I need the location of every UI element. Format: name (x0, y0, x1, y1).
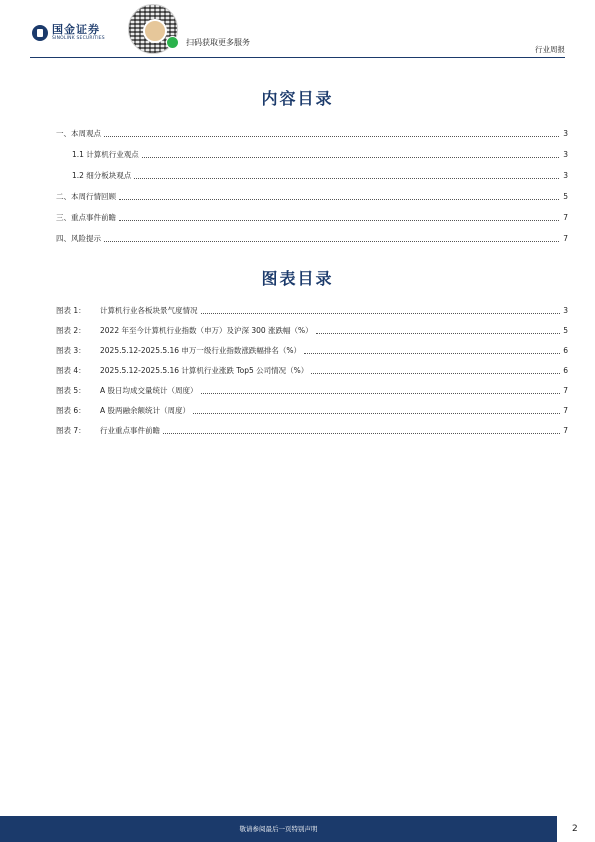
figure-number: 图表 1： (56, 306, 86, 315)
figure-item[interactable] (56, 376, 568, 396)
figure-index-title: 图表目录 (261, 269, 334, 288)
figure-label: 行业重点事件前瞻 (100, 426, 160, 435)
toc-title: 内容目录 (261, 89, 334, 108)
toc-item-page: 3 (563, 150, 568, 159)
toc-item[interactable] (56, 118, 568, 139)
dot-leader (311, 372, 560, 374)
figure-index-list (56, 296, 568, 436)
header-divider (30, 57, 565, 58)
toc-item-label: 1.2 细分板块观点 (72, 171, 132, 180)
figure-number: 图表 5： (56, 386, 86, 395)
figure-item[interactable] (56, 356, 568, 376)
dot-leader (304, 352, 560, 354)
dot-leader (201, 312, 561, 314)
figure-page: 5 (563, 326, 568, 335)
toc-item[interactable] (56, 181, 568, 202)
figure-number: 图表 4： (56, 366, 86, 375)
page-footer (0, 816, 557, 842)
dot-leader (104, 240, 559, 242)
footer-disclaimer: 敬请参阅最后一页特别声明 (239, 825, 318, 833)
figure-number: 图表 7： (56, 426, 86, 435)
page-number: 2 (572, 824, 578, 834)
dot-leader (104, 135, 559, 137)
figure-item[interactable] (56, 316, 568, 336)
toc-item[interactable] (56, 160, 568, 181)
toc-item-page: 3 (563, 171, 568, 180)
dot-leader (142, 156, 559, 158)
toc-item-label: 1.1 计算机行业观点 (72, 150, 139, 159)
toc-item[interactable] (56, 223, 568, 244)
figure-label: A 股日均成交量统计（周度） (100, 386, 198, 395)
figure-page: 3 (563, 306, 568, 315)
figure-number: 图表 6： (56, 406, 86, 415)
document-type: 行业周报 (535, 45, 565, 54)
toc-item-label: 二、本周行情回顾 (56, 192, 116, 201)
toc-item-page: 7 (563, 234, 568, 243)
toc-list (56, 118, 568, 244)
dot-leader (201, 392, 561, 394)
figure-item[interactable] (56, 296, 568, 316)
figure-label: 2022 年至今计算机行业指数（申万）及沪深 300 涨跌幅（%） (100, 326, 313, 335)
figure-number: 图表 2： (56, 326, 86, 335)
wechat-badge-icon (166, 36, 179, 49)
toc-item-label: 三、重点事件前瞻 (56, 213, 116, 222)
dot-leader (119, 219, 559, 221)
figure-page: 6 (563, 366, 568, 375)
qr-caption: 扫码获取更多服务 (186, 38, 250, 47)
dot-leader (119, 198, 559, 200)
company-logo (32, 24, 105, 42)
logo-name-en: SINOLINK SECURITIES (52, 36, 105, 41)
figure-label: A 股两融余额统计（周度） (100, 406, 191, 415)
toc-item[interactable] (56, 139, 568, 160)
page-header (0, 0, 595, 62)
figure-number: 图表 3： (56, 346, 86, 355)
figure-page: 6 (563, 346, 568, 355)
figure-label: 2025.5.12-2025.5.16 申万一级行业指数涨跌幅排名（%） (100, 346, 302, 355)
qr-center-logo-icon (143, 19, 167, 43)
toc-item-page: 3 (563, 129, 568, 138)
dot-leader (134, 177, 559, 179)
toc-item-page: 5 (563, 192, 568, 201)
figure-item[interactable] (56, 336, 568, 356)
figure-label: 2025.5.12-2025.5.16 计算机行业涨跌 Top5 公司情况（%） (100, 366, 309, 375)
toc-item-label: 四、风险提示 (56, 234, 101, 243)
dot-leader (163, 432, 560, 434)
logo-icon (32, 25, 48, 41)
figure-item[interactable] (56, 396, 568, 416)
toc-item-page: 7 (563, 213, 568, 222)
figure-page: 7 (563, 386, 568, 395)
dot-leader (193, 412, 560, 414)
figure-page: 7 (563, 426, 568, 435)
toc-item[interactable] (56, 202, 568, 223)
figure-item[interactable] (56, 416, 568, 436)
figure-page: 7 (563, 406, 568, 415)
logo-name-cn: 国金证券 (52, 23, 100, 36)
toc-item-label: 一、本周观点 (56, 129, 101, 138)
dot-leader (316, 332, 561, 334)
figure-label: 计算机行业各板块景气度情况 (100, 306, 198, 315)
